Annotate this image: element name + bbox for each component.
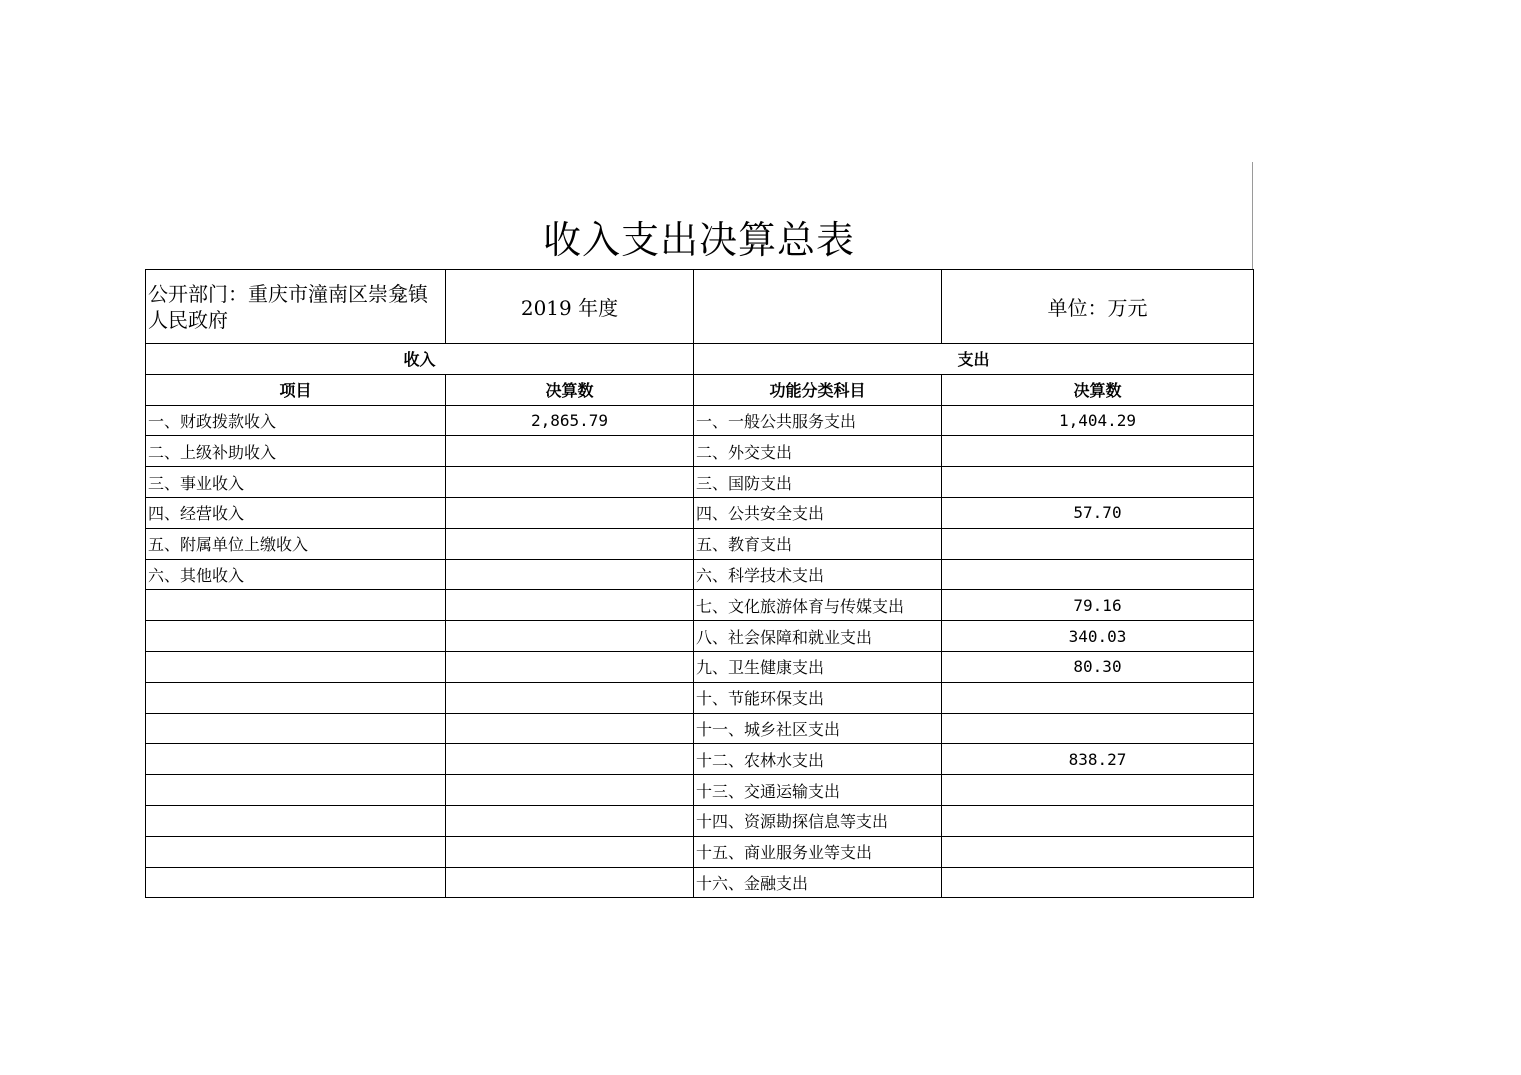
expense-item-cell: 八、社会保障和就业支出 (694, 621, 942, 652)
table-row (146, 805, 1254, 836)
table-row (146, 744, 1254, 775)
expense-item-cell: 十、节能环保支出 (694, 682, 942, 713)
expense-amount-cell: 340.03 (942, 621, 1254, 652)
expense-amount-cell (942, 436, 1254, 467)
income-amount-cell (446, 682, 694, 713)
income-section-header: 收入 (146, 344, 694, 375)
income-amount-cell (446, 590, 694, 621)
expense-amount-cell: 80.30 (942, 651, 1254, 682)
expense-amount-cell: 1,404.29 (942, 405, 1254, 436)
income-item-cell (146, 836, 446, 867)
table-row (146, 651, 1254, 682)
expense-item-cell: 十四、资源勘探信息等支出 (694, 805, 942, 836)
table-row (146, 467, 1254, 498)
income-amount-cell (446, 467, 694, 498)
income-amount-cell (446, 775, 694, 806)
income-amount-cell (446, 436, 694, 467)
expense-item-cell: 一、一般公共服务支出 (694, 405, 942, 436)
unit-cell: 单位：万元 (942, 270, 1254, 344)
income-item-cell (146, 867, 446, 898)
expense-item-cell: 十三、交通运输支出 (694, 775, 942, 806)
income-item-cell: 六、其他收入 (146, 559, 446, 590)
income-item-cell: 五、附属单位上缴收入 (146, 528, 446, 559)
report-title: 收入支出决算总表 (542, 218, 855, 262)
table-row (146, 682, 1254, 713)
table-row (146, 836, 1254, 867)
income-item-cell: 四、经营收入 (146, 497, 446, 528)
expense-item-cell: 五、教育支出 (694, 528, 942, 559)
table-row (146, 528, 1254, 559)
expense-amount-cell (942, 836, 1254, 867)
income-amount-header: 决算数 (446, 374, 694, 405)
expense-amount-cell: 79.16 (942, 590, 1254, 621)
table-row (146, 590, 1254, 621)
expense-item-cell: 十六、金融支出 (694, 867, 942, 898)
income-item-cell (146, 590, 446, 621)
income-amount-cell (446, 836, 694, 867)
income-amount-cell (446, 621, 694, 652)
table-row (146, 775, 1254, 806)
income-item-cell (146, 805, 446, 836)
expense-amount-cell (942, 867, 1254, 898)
income-amount-cell: 2,865.79 (446, 405, 694, 436)
expense-item-cell: 十五、商业服务业等支出 (694, 836, 942, 867)
table-row (146, 436, 1254, 467)
income-amount-cell (446, 805, 694, 836)
expense-item-cell: 四、公共安全支出 (694, 497, 942, 528)
year-cell: 2019 年度 (446, 270, 694, 344)
income-item-cell (146, 682, 446, 713)
income-expense-table (145, 269, 1254, 898)
income-item-cell (146, 775, 446, 806)
meta-row (146, 270, 1254, 344)
expense-section-header: 支出 (694, 344, 1254, 375)
income-item-cell (146, 621, 446, 652)
income-item-cell (146, 744, 446, 775)
income-item-cell: 三、事业收入 (146, 467, 446, 498)
income-amount-cell (446, 559, 694, 590)
table-row (146, 713, 1254, 744)
blank-meta-cell (694, 270, 942, 344)
section-header-row (146, 344, 1254, 375)
expense-amount-cell (942, 559, 1254, 590)
income-amount-cell (446, 651, 694, 682)
income-amount-cell (446, 497, 694, 528)
income-amount-cell (446, 744, 694, 775)
expense-item-header: 功能分类科目 (694, 374, 942, 405)
expense-amount-cell (942, 682, 1254, 713)
column-header-row (146, 374, 1254, 405)
income-item-cell (146, 713, 446, 744)
expense-amount-cell: 838.27 (942, 744, 1254, 775)
expense-item-cell: 六、科学技术支出 (694, 559, 942, 590)
table-row (146, 867, 1254, 898)
income-amount-cell (446, 528, 694, 559)
income-item-header: 项目 (146, 374, 446, 405)
income-item-cell: 二、上级补助收入 (146, 436, 446, 467)
expense-amount-cell (942, 805, 1254, 836)
expense-item-cell: 七、文化旅游体育与传媒支出 (694, 590, 942, 621)
table-row (146, 405, 1254, 436)
expense-amount-cell: 57.70 (942, 497, 1254, 528)
department-cell: 公开部门：重庆市潼南区崇龛镇人民政府 (146, 270, 446, 344)
expense-item-cell: 十二、农林水支出 (694, 744, 942, 775)
expense-item-cell: 三、国防支出 (694, 467, 942, 498)
income-item-cell: 一、财政拨款收入 (146, 405, 446, 436)
expense-amount-cell (942, 713, 1254, 744)
table-row (146, 497, 1254, 528)
expense-amount-cell (942, 467, 1254, 498)
expense-item-cell: 二、外交支出 (694, 436, 942, 467)
income-amount-cell (446, 867, 694, 898)
expense-amount-header: 决算数 (942, 374, 1254, 405)
expense-item-cell: 九、卫生健康支出 (694, 651, 942, 682)
income-amount-cell (446, 713, 694, 744)
income-item-cell (146, 651, 446, 682)
table-row (146, 559, 1254, 590)
expense-amount-cell (942, 528, 1254, 559)
expense-item-cell: 十一、城乡社区支出 (694, 713, 942, 744)
table-row (146, 621, 1254, 652)
expense-amount-cell (942, 775, 1254, 806)
